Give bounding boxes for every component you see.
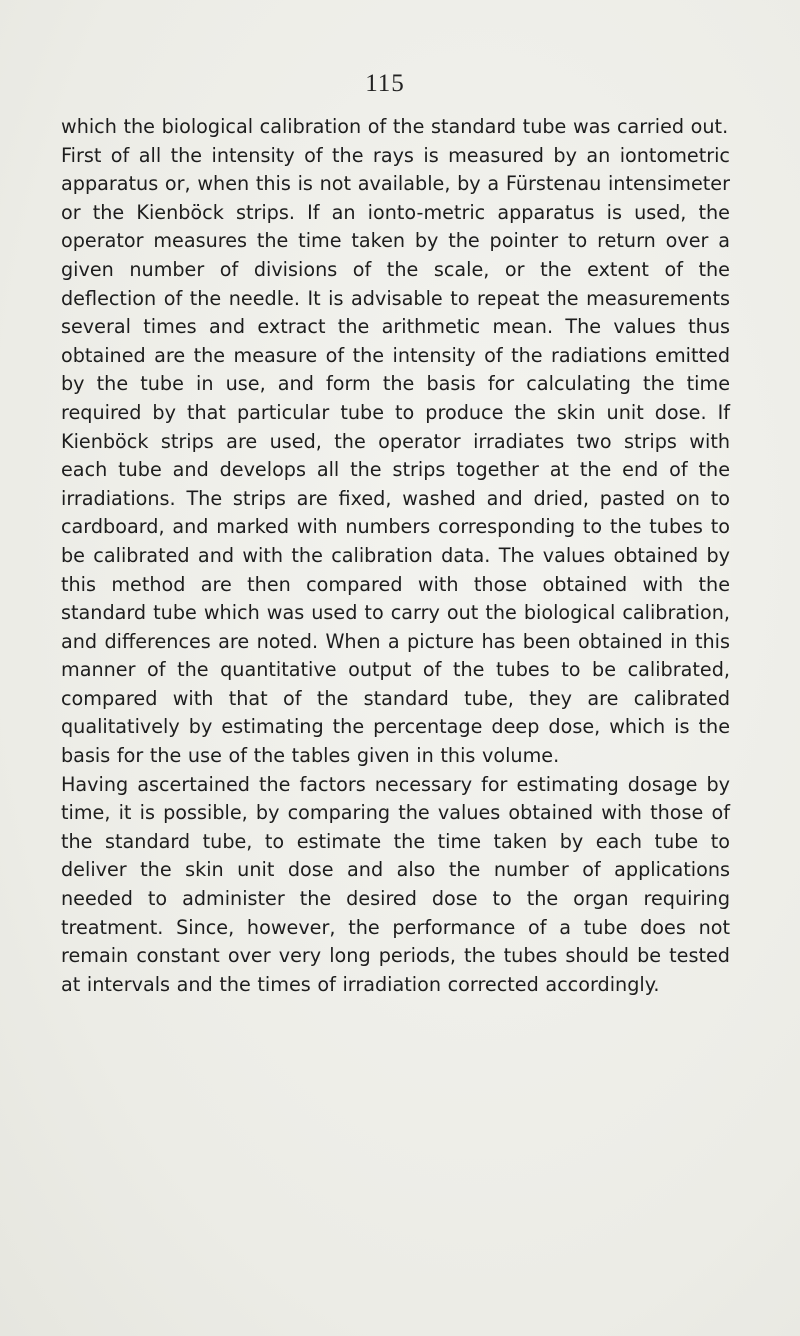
paragraph-continuation: which the biological calibration of the standard tube was carried out. (61, 115, 729, 138)
body-text (61, 113, 730, 999)
paragraph-dosage-estimation: Having ascertained the factors necessary for estimating dosage by time, it is possible, by comparing the values obtained with those of the standard tube, to estimate the time taken by each tube to deliver the skin unit dose and also the number of applications needed to administer the desired dose to the organ requiring treatment. Since, however, the performance of a tube does not remain constant over very long periods, the tubes should be tested at intervals and the times of irradiation corrected accordingly. (61, 772, 730, 996)
page-number: 115 (365, 70, 405, 97)
paragraph-intensity-measurement: First of all the intensity of the rays is measured by an iontometric apparatus or, when this is not available, by a Fürstenau intensimeter or the Kienböck strips. If an ionto-metric apparatus is used, the operator measures the time taken by the pointer to return over a given number of divisions of the scale, or the extent of the deflection of the needle. It is advisable to repeat the measurements several times and extract the arithmetic mean. The values thus obtained are the measure of the intensity of the radiations emitted by the tube in use, and form the basis for calculating the time required by that particular tube to produce the skin unit dose. If Kienböck strips are used, the operator irradiates two strips with each tube and develops all the strips together at the end of the irradiations. The strips are fixed, washed and dried, pasted on to cardboard, and marked with numbers corresponding to the tubes to be calibrated and with the calibration data. The values obtained by this method are then compared with those obtained with the standard tube which was used to carry out the biological calibration, and differences are noted. When a picture has been obtained in this manner of the quantitative output of the tubes to be calibrated, compared with that of the standard tube, they are calibrated qualitatively by estimating the percentage deep dose, which is the basis for the use of the tables given in this volume. (61, 143, 730, 768)
